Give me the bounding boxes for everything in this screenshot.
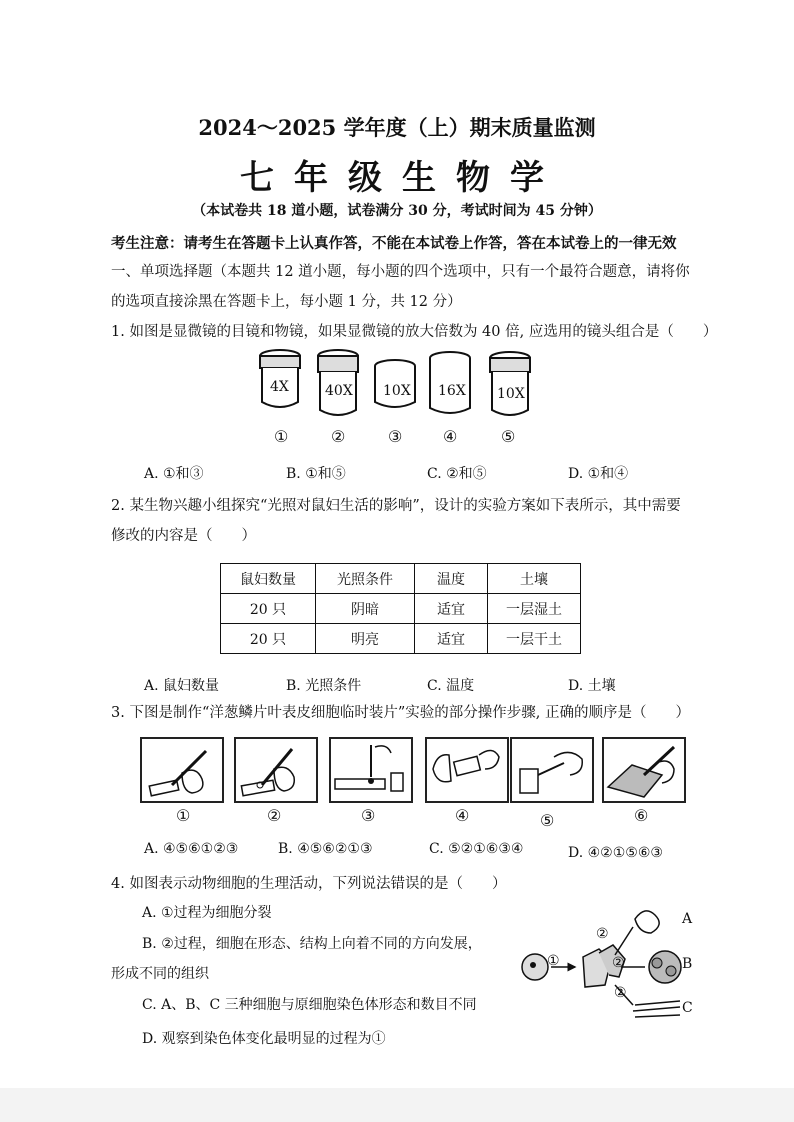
exam-title: 2024～2025 学年度（上）期末质量监测 [198, 115, 596, 140]
q3-option-a[interactable]: A. ④⑤⑥①②③ [144, 841, 239, 857]
q2-option-c[interactable]: C. 温度 [427, 678, 475, 694]
lens-1-number: ① [274, 427, 289, 446]
q2-stem-line1: 2. 某生物兴趣小组探究“光照对鼠妇生活的影响”，设计的实验方案如下表所示，其中需要 [111, 498, 681, 514]
subject-title: 七年级生物学 [240, 158, 564, 198]
table-header-cell: 光照条件 [316, 564, 415, 594]
lens-5-label: 10X [497, 386, 525, 402]
step-5-number: ⑤ [540, 811, 555, 830]
q2-option-a[interactable]: A. 鼠妇数量 [144, 678, 220, 694]
table-row [221, 624, 581, 654]
step-4-image [425, 737, 509, 803]
q2-stem-line2: 修改的内容是（ ） [111, 528, 256, 544]
table-cell: 阴暗 [316, 594, 415, 624]
q4-process-2c-label: ② [614, 985, 627, 1001]
q4-process-1-label: ① [547, 953, 560, 969]
lens-2-number: ② [331, 427, 346, 446]
q3-option-d[interactable]: D. ④②①⑤⑥③ [568, 845, 663, 861]
table-cell: 一层湿土 [488, 594, 581, 624]
step-6-image [602, 737, 686, 803]
lens-4-number: ④ [443, 427, 458, 446]
section1-heading-line1: 一、单项选择题（本题共 12 道小题，每小题的四个选项中，只有一个最符合题意，请将你 [111, 264, 690, 280]
q4-option-c[interactable]: C. A、B、C 三种细胞与原细胞染色体形态和数目不同 [142, 997, 477, 1013]
page-bottom-margin [0, 1088, 794, 1122]
step-4-number: ④ [455, 806, 470, 825]
q1-option-a[interactable]: A. ①和③ [144, 466, 204, 482]
q3-option-b[interactable]: B. ④⑤⑥②①③ [278, 841, 373, 857]
lens-5-icon [490, 352, 530, 415]
exam-notice: 考生注意：请考生在答题卡上认真作答，不能在本试卷上作答，答在本试卷上的一律无效 [111, 235, 677, 252]
q4-option-d[interactable]: D. 观察到染色体变化最明显的过程为① [142, 1031, 386, 1047]
q1-stem: 1. 如图是显微镜的目镜和物镜，如果显微镜的放大倍数为 40 倍, 应选用的镜头组合是（ ） [111, 324, 718, 340]
exam-subtitle: （本试卷共 18 道小题，试卷满分 30 分，考试时间为 45 分钟） [192, 203, 602, 219]
q4-option-b-line2: 形成不同的组织 [111, 966, 209, 982]
table-header-cell: 温度 [415, 564, 488, 594]
q1-option-b[interactable]: B. ①和⑤ [286, 466, 346, 482]
q1-option-c[interactable]: C. ②和⑤ [427, 466, 487, 482]
q4-option-b-line1[interactable]: B. ②过程，细胞在形态、结构上向着不同的方向发展， [142, 936, 482, 952]
lens-1-label: 4X [270, 379, 289, 395]
table-header-cell: 鼠妇数量 [221, 564, 316, 594]
q4-process-2a-label: ② [596, 926, 609, 942]
lens-3-label: 10X [383, 383, 411, 399]
step-3-number: ③ [361, 806, 376, 825]
q4-cell-a-label: A [682, 911, 693, 927]
step-6-number: ⑥ [634, 806, 649, 825]
table-header-row [221, 564, 581, 594]
table-cell: 适宜 [415, 594, 488, 624]
section1-heading-line2: 的选项直接涂黑在答题卡上，每小题 1 分，共 12 分） [111, 294, 462, 310]
q4-stem: 4. 如图表示动物细胞的生理活动，下列说法错误的是（ ） [111, 876, 507, 892]
q3-stem: 3. 下图是制作“洋葱鳞片叶表皮细胞临时装片”实验的部分操作步骤, 正确的顺序是（ ） [111, 705, 690, 721]
q2-experiment-table [220, 563, 581, 654]
step-1-image [140, 737, 224, 803]
lens-4-label: 16X [438, 383, 466, 399]
q4-process-2b-label: ② [612, 955, 625, 971]
step-3-image [329, 737, 413, 803]
step-2-number: ② [267, 806, 282, 825]
table-cell: 适宜 [415, 624, 488, 654]
q3-option-c[interactable]: C. ⑤②①⑥③④ [429, 841, 524, 857]
table-header-cell: 土壤 [488, 564, 581, 594]
table-cell: 明亮 [316, 624, 415, 654]
q4-cell-b-label: B [682, 956, 693, 972]
step-1-number: ① [176, 806, 191, 825]
q4-option-a[interactable]: A. ①过程为细胞分裂 [142, 905, 272, 921]
table-row [221, 594, 581, 624]
q4-cell-diagram [515, 905, 695, 1035]
lens-3-number: ③ [388, 427, 403, 446]
q2-option-d[interactable]: D. 土壤 [568, 678, 616, 694]
q4-cell-c-label: C [682, 1000, 693, 1016]
step-5-image [510, 737, 594, 803]
q1-option-d[interactable]: D. ①和④ [568, 466, 629, 482]
table-cell: 20 只 [221, 594, 316, 624]
step-2-image [234, 737, 318, 803]
lens-2-label: 40X [325, 383, 353, 399]
table-cell: 一层干土 [488, 624, 581, 654]
q2-option-b[interactable]: B. 光照条件 [286, 678, 362, 694]
table-cell: 20 只 [221, 624, 316, 654]
lens-5-number: ⑤ [501, 427, 516, 446]
